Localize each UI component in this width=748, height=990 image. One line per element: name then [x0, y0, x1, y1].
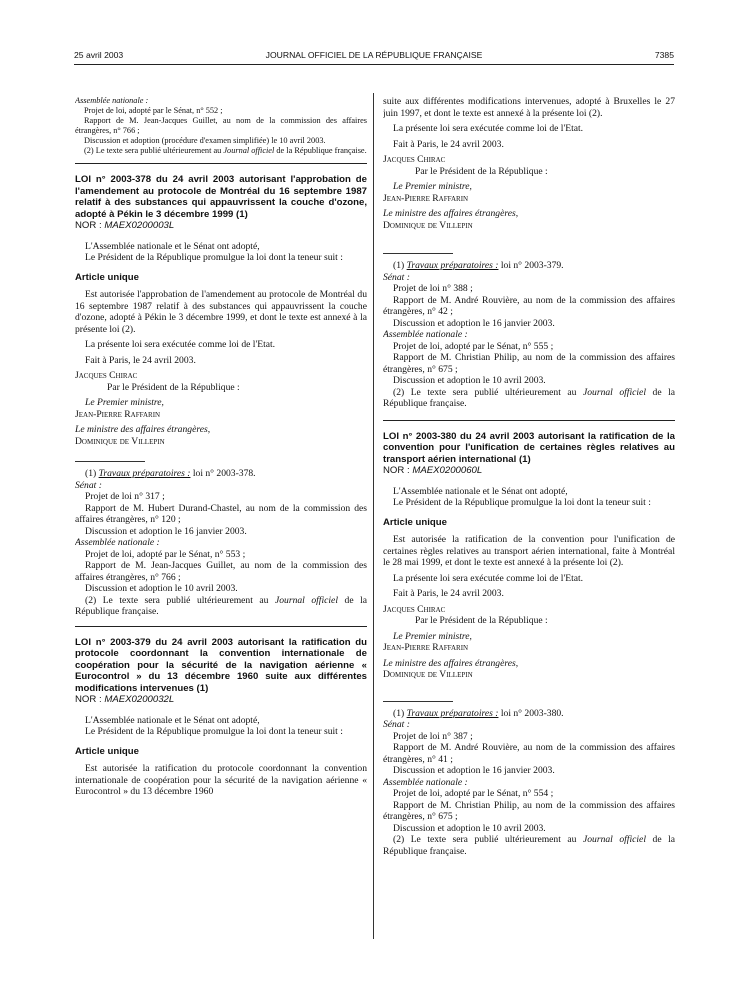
note-line: Discussion et adoption (procédure d'examen simplifiée) le 10 avril 2003.	[84, 136, 326, 145]
header-date: 25 avril 2003	[74, 50, 124, 60]
footnote-2: (2) Le texte sera publié ultérieurement au Journal officiel de la République française.	[383, 386, 675, 409]
signature-block	[383, 154, 675, 231]
paragraph: Fait à Paris, le 24 avril 2003.	[85, 354, 196, 366]
note-line: Discussion et adoption le 16 janvier 2003.	[393, 765, 555, 776]
header-rule	[74, 64, 674, 65]
column-divider	[373, 93, 374, 939]
footnotes	[75, 468, 367, 618]
ministre-label: Le ministre des affaires étrangères,	[383, 208, 519, 219]
premier-ministre-label: Le Premier ministre,	[393, 630, 472, 642]
footnote-1: (1) Travaux préparatoires : loi n° 2003-380.	[393, 707, 564, 719]
ministre-label: Le ministre des affaires étrangères,	[75, 424, 211, 435]
paragraph: Fait à Paris, le 24 avril 2003.	[393, 588, 504, 599]
article-heading: Article unique	[75, 745, 139, 757]
senat-label: Sénat :	[383, 271, 410, 283]
loi-379	[75, 637, 367, 798]
nor-reference: NOR : MAEX0200060L	[383, 465, 483, 476]
footnote-1: (1) Travaux préparatoires : loi n° 2003-379.	[393, 260, 564, 271]
paragraph: Le Président de la République promulgue la loi dont la teneur suit :	[85, 252, 343, 263]
note-line: Rapport de M. André Rouvière, au nom de la commission des affaires étrangères, n° 42 ;	[383, 294, 675, 317]
header-journal-title: JOURNAL OFFICIEL DE LA RÉPUBLIQUE FRANÇAISE	[265, 50, 483, 60]
signature-raffarin: Jean-Pierre Raffarin	[383, 642, 469, 653]
note-line: Rapport de M. Jean-Jacques Guillet, au nom de la commission des affaires étrangères, n° 766 ;	[75, 560, 367, 583]
signature-block	[383, 604, 675, 681]
section-separator	[75, 626, 367, 627]
footnote-rule	[383, 701, 453, 702]
section-separator	[75, 163, 367, 164]
footnote-2: (2) Le texte sera publié ultérieurement au Journal officiel de la République française.	[75, 594, 367, 617]
page-header	[74, 50, 674, 64]
top-footnote-continuation	[75, 96, 367, 156]
paragraph: Est autorisée l'approbation de l'amendement au protocole de Montréal du 16 septembre 1987 relatif à des substances qui appauvrissent la couche d'ozone, adopté à Pékin le 3 décembre 1999, et dont le texte est annexé à la présente loi (2).	[75, 289, 367, 335]
assemblee-label: Assemblée nationale :	[383, 776, 468, 788]
note-line: Discussion et adoption le 10 avril 2003.	[393, 375, 546, 386]
paragraph: Est autorisée la ratification du protocole coordonnant la convention internationale de coopération pour la sécurité de la navigation aérienne « Eurocontrol » du 13 décembre 1960	[75, 763, 367, 797]
paragraph: Le Président de la République promulgue la loi dont la teneur suit :	[393, 497, 651, 508]
footnotes	[383, 708, 675, 858]
signature-block	[75, 370, 367, 447]
footnote-rule	[383, 253, 453, 254]
par-le-president: Par le Président de la République :	[415, 615, 548, 626]
premier-ministre-label: Le Premier ministre,	[85, 397, 164, 408]
article-heading: Article unique	[383, 516, 447, 528]
loi-379-continuation	[383, 96, 675, 410]
nor-reference: NOR : MAEX0200032L	[75, 694, 175, 705]
loi-title: LOI n° 2003-378 du 24 avril 2003 autorisant l'approbation de l'amendement au protocole de Montréal du 16 septembre 1987 relatif à des substances qui appauvrissent la couche d'ozone, adopté à Pékin le 3 décembre 1999 (1)	[75, 174, 367, 220]
right-column	[383, 96, 675, 857]
note-line: Discussion et adoption le 10 avril 2003.	[85, 583, 238, 594]
premier-ministre-label: Le Premier ministre,	[393, 181, 472, 192]
paragraph: La présente loi sera exécutée comme loi de l'Etat.	[85, 339, 276, 350]
note-line: Projet de loi, adopté par le Sénat, n° 554 ;	[393, 788, 554, 799]
note-line: Rapport de M. Christian Philip, au nom de la commission des affaires étrangères, n° 675 ;	[383, 799, 675, 822]
note-line: Discussion et adoption le 16 janvier 2003.	[393, 317, 555, 329]
par-le-president: Par le Président de la République :	[107, 381, 240, 393]
senat-label: Sénat :	[383, 719, 410, 730]
signature-chirac: Jacques Chirac	[383, 154, 446, 165]
assemblee-label: Assemblée nationale :	[383, 329, 468, 340]
header-page-number: 7385	[654, 50, 674, 60]
article-heading: Article unique	[75, 271, 139, 283]
note-line: Rapport de M. André Rouvière, au nom de la commission des affaires étrangères, n° 41 ;	[383, 742, 675, 765]
signature-villepin: Dominique de Villepin	[383, 219, 473, 231]
section-separator	[383, 420, 675, 421]
paragraph: L'Assemblée nationale et le Sénat ont adopté,	[85, 240, 260, 252]
signature-villepin: Dominique de Villepin	[383, 669, 473, 680]
signature-villepin: Dominique de Villepin	[75, 435, 165, 447]
note-line: Discussion et adoption le 16 janvier 2003.	[85, 525, 247, 537]
note-line: Rapport de M. Christian Philip, au nom de la commission des affaires étrangères, n° 675 ;	[383, 352, 675, 375]
note-line: Projet de loi n° 387 ;	[393, 730, 473, 742]
note-line: (2) Le texte sera publié ultérieurement au Journal officiel de la République française.	[84, 146, 367, 155]
signature-raffarin: Jean-Pierre Raffarin	[75, 408, 161, 420]
senat-label: Sénat :	[75, 479, 102, 491]
loi-378	[75, 174, 367, 618]
footnote-2: (2) Le texte sera publié ultérieurement au Journal officiel de la République française.	[383, 834, 675, 857]
note-line: Rapport de M. Jean-Jacques Guillet, au nom de la commission des affaires étrangères, n° 766 ;	[75, 116, 367, 135]
note-line: Projet de loi n° 317 ;	[85, 491, 165, 502]
paragraph: La présente loi sera exécutée comme loi de l'Etat.	[393, 123, 584, 134]
assemblee-label: Assemblée nationale :	[75, 96, 149, 105]
nor-reference: NOR : MAEX0200003L	[75, 220, 175, 231]
paragraph: L'Assemblée nationale et le Sénat ont adopté,	[85, 714, 260, 726]
paragraph: L'Assemblée nationale et le Sénat ont adopté,	[393, 485, 568, 497]
note-line: Projet de loi, adopté par le Sénat, n° 552 ;	[84, 106, 223, 115]
footnotes	[383, 260, 675, 410]
loi-380	[383, 431, 675, 858]
paragraph: Est autorisée la ratification de la convention pour l'unification de certaines règles relatives au transport aérien international, faite à Montréal le 28 mai 1999, et dont le texte est annexé à la présente loi (2).	[383, 534, 675, 568]
paragraph: La présente loi sera exécutée comme loi de l'Etat.	[393, 572, 584, 584]
paragraph: suite aux différentes modifications intervenues, adopté à Bruxelles le 27 juin 1997, et dont le texte est annexé à la présente loi (2).	[383, 96, 675, 119]
note-line: Projet de loi, adopté par le Sénat, n° 555 ;	[393, 340, 554, 352]
signature-chirac: Jacques Chirac	[75, 370, 138, 381]
par-le-president: Par le Président de la République :	[415, 165, 548, 177]
signature-chirac: Jacques Chirac	[383, 603, 446, 615]
note-line: Projet de loi n° 388 ;	[393, 283, 473, 294]
ministre-label: Le ministre des affaires étrangères,	[383, 657, 519, 669]
paragraph: Fait à Paris, le 24 avril 2003.	[393, 138, 504, 150]
note-line: Discussion et adoption le 10 avril 2003.	[393, 822, 546, 834]
left-column	[75, 96, 367, 798]
note-line: Rapport de M. Hubert Durand-Chastel, au nom de la commission des affaires étrangères, n° 120 ;	[75, 502, 367, 525]
assemblee-label: Assemblée nationale :	[75, 537, 160, 548]
loi-title: LOI n° 2003-379 du 24 avril 2003 autorisant la ratification du protocole coordonnant la convention internationale de coopération pour la sécurité de la navigation aérienne « Eurocontrol » du 13 décembre 1960 suite aux différentes modifications intervenues (1)	[75, 636, 367, 694]
loi-title: LOI n° 2003-380 du 24 avril 2003 autorisant la ratification de la convention pour l'unification de certaines règles relatives au transport aérien international (1)	[383, 430, 675, 465]
note-line: Projet de loi, adopté par le Sénat, n° 553 ;	[85, 548, 246, 560]
signature-raffarin: Jean-Pierre Raffarin	[383, 192, 469, 204]
paragraph: Le Président de la République promulgue la loi dont la teneur suit :	[85, 726, 343, 737]
footnote-1: (1) Travaux préparatoires : loi n° 2003-378.	[85, 468, 256, 479]
footnote-rule	[75, 461, 145, 462]
